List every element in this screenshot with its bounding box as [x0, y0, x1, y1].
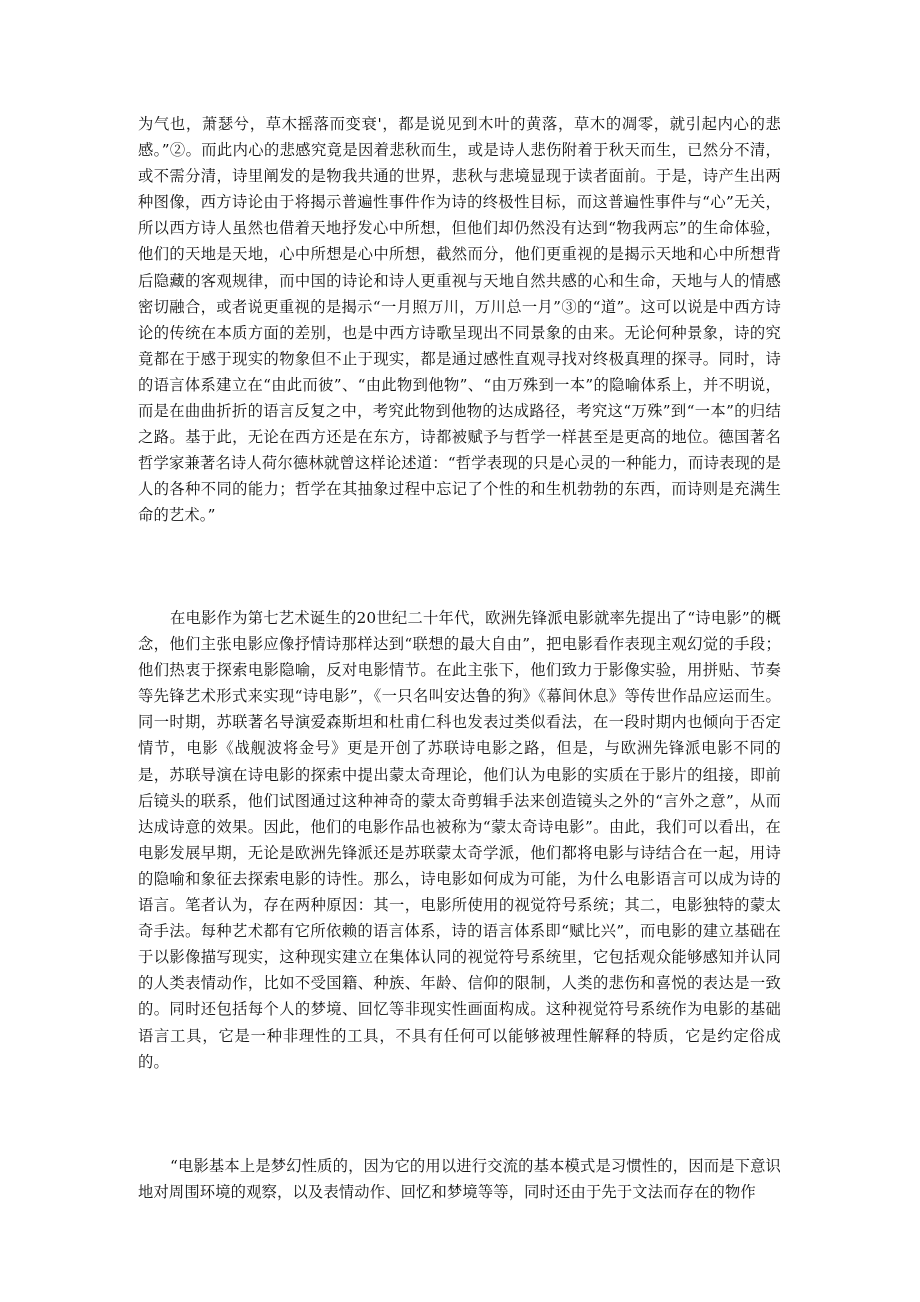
paragraph-film-dream-quote: “电影基本上是梦幻性质的，因为它的用以进行交流的基本模式是习惯性的，因而是下意识地对周围环境的观察，以及表情动作、回忆和梦境等等，同时还由于先于文法而存在的物作	[138, 1157, 781, 1202]
paragraph-poetic-film: 在电影作为第七艺术诞生的20世纪二十年代，欧洲先锋派电影就率先提出了“诗电影”的概念，他们主张电影应像抒情诗那样达到“联想的最大自由”，把电影看作表现主观幻觉的手段；他们热衷于探索电影隐喻，反对电影情节。在此主张下，他们致力于影像实验，用拼贴、节奏等先锋艺术形式来实现“诗电影”，《一只名叫安达鲁的狗》《幕间休息》等传世作品应运而生。同一时期，苏联著名导演爱森斯坦和杜甫仁科也发表过类似看法，在一段时期内也倾向于否定情节，电影《战舰波将金号》更是开创了苏联诗电影之路，但是，与欧洲先锋派电影不同的是，苏联导演在诗电影的探索中提出蒙太奇理论，他们认为电影的实质在于影片的组接，即前后镜头的联系，他们试图通过这种神奇的蒙太奇剪辑手法来创造镜头之外的“言外之意”，从而达成诗意的效果。因此，他们的电影作品也被称为“蒙太奇诗电影”。由此，我们可以看出，在电影发展早期，无论是欧洲先锋派还是苏联蒙太奇学派，他们都将电影与诗结合在一起，用诗的隐喻和象征去探索电影的诗性。那么，诗电影如何成为可能，为什么电影语言可以成为诗的语言。笔者认为，存在两种原因：其一，电影所使用的视觉符号系统；其二，电影独特的蒙太奇手法。每种艺术都有它所依赖的语言体系，诗的语言体系即“赋比兴”，而电影的建立基础在于以影像描写现实，这种现实建立在集体认同的视觉符号系统里，它包括观众能够感知并认同的人类表情动作，比如不受国籍、种族、年龄、信仰的限制，人类的悲伤和喜悦的表达是一致的。同时还包括每个人的梦境、回忆等非现实性画面构成。这种视觉符号系统作为电影的基础语言工具，它是一种非理性的工具，不具有任何可以能够被理性解释的特质，它是约定俗成的。	[138, 609, 781, 1071]
paragraph-poetics: 为气也，萧瑟兮，草木摇落而变衰'，都是说见到木叶的黄落，草木的凋零，就引起内心的悲感。”②。而此内心的悲感究竟是因着悲秋而生，或是诗人悲伤附着于秋天而生，已然分不清，或不需分清，诗里阐发的是物我共通的世界，悲秋与悲境显现于读者面前。于是，诗产生出两种图像，西方诗论由于将揭示普遍性事件作为诗的终极性目标，而这普遍性事件与“心”无关，所以西方诗人虽然也借着天地抒发心中所想，但他们却仍然没有达到“物我两忘”的生命体验，他们的天地是天地，心中所想是心中所想，截然而分，他们更重视的是揭示天地和心中所想背后隐藏的客观规律，而中国的诗论和诗人更重视与天地自然共感的心和生命，天地与人的情感密切融合，或者说更重视的是揭示“一月照万川，万川总一月”③的“道”。这可以说是中西方诗论的传统在本质方面的差别，也是中西方诗歌呈现出不同景象的由来。无论何种景象，诗的究竟都在于感于现实的物象但不止于现实，都是通过感性直观寻找对终极真理的探寻。同时，诗的语言体系建立在“由此而彼”、“由此物到他物”、“由万殊到一本”的隐喻体系上，并不明说，而是在曲曲折折的语言反复之中，考究此物到他物的达成路径，考究这“万殊”到“一本”的归结之路。基于此，无论在西方还是在东方，诗都被赋予与哲学一样甚至是更高的地位。德国著名哲学家兼著名诗人荷尔德林就曾这样论述道：“哲学表现的只是心灵的一种能力，而诗表现的是人的各种不同的能力；哲学在其抽象过程中忘记了个性的和生机勃勃的东西，而诗则是充满生命的艺术。”	[138, 115, 781, 525]
